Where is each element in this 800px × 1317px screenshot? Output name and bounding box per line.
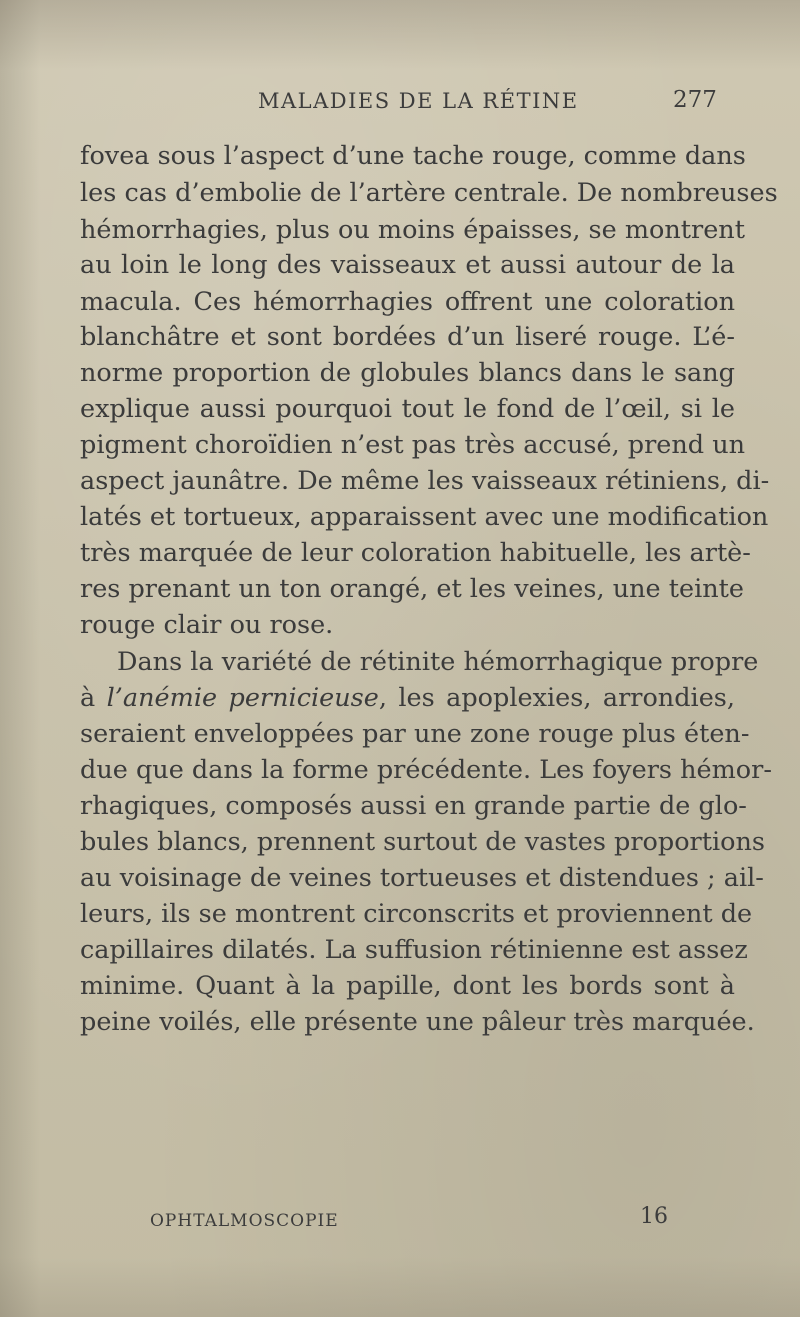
page-shadow-left — [0, 0, 40, 1317]
text-line-with-emphasis — [80, 681, 735, 715]
signature-number: 16 — [640, 1204, 668, 1229]
text-line: minime. Quant à la papille, dont les bords sont à — [80, 971, 735, 1001]
text-line: due que dans la forme précédente. Les foyers hémor- — [80, 755, 772, 785]
text-line: peine voilés, elle présente une pâleur très marquée. — [80, 1007, 755, 1037]
text-line: seraient enveloppées par une zone rouge plus éten- — [80, 719, 750, 749]
text-line: rouge clair ou rose. — [80, 610, 334, 640]
text-line: latés et tortueux, apparaissent avec une modification — [80, 502, 769, 532]
text-line: au voisinage de veines tortueuses et distendues ; ail- — [80, 863, 764, 893]
text-line: macula. Ces hémorrhagies offrent une coloration — [80, 287, 735, 317]
signature-mark: OPHTALMOSCOPIE — [150, 1211, 339, 1231]
emphasis-term: l’anémie pernicieuse — [106, 683, 379, 713]
running-head: MALADIES DE LA RÉTINE — [258, 89, 579, 113]
text-line: res prenant un ton orangé, et les veines, une teinte — [80, 574, 744, 604]
text-fragment: à — [80, 683, 107, 713]
text-line: les cas d’embolie de l’artère centrale. De nombreuses — [80, 178, 778, 208]
page-shadow-bottom — [0, 1257, 800, 1317]
text-line: rhagiques, composés aussi en grande partie de glo- — [80, 791, 747, 821]
text-line: fovea sous l’aspect d’une tache rouge, comme dans — [80, 141, 746, 171]
text-fragment: , les apoplexies, arrondies, — [378, 683, 735, 713]
page-shadow-top — [0, 0, 800, 70]
text-line: pigment choroïdien n’est pas très accusé, prend un — [80, 430, 746, 460]
text-line: norme proportion de globules blancs dans le sang — [80, 358, 735, 388]
text-line: très marquée de leur coloration habituelle, les artè- — [80, 538, 751, 568]
text-line: Dans la variété de rétinite hémorrhagique propre — [117, 647, 759, 677]
text-line: explique aussi pourquoi tout le fond de l’œil, si le — [80, 394, 735, 424]
text-line: aspect jaunâtre. De même les vaisseaux rétiniens, di- — [80, 466, 770, 496]
text-line: blanchâtre et sont bordées d’un liseré rouge. L’é- — [80, 322, 735, 352]
text-line: leurs, ils se montrent circonscrits et proviennent de — [80, 899, 753, 929]
text-line: au loin le long des vaisseaux et aussi autour de la — [80, 250, 735, 280]
text-line: capillaires dilatés. La suffusion rétinienne est assez — [80, 935, 748, 965]
text-line: hémorrhagies, plus ou moins épaisses, se montrent — [80, 215, 745, 245]
text-line: bules blancs, prennent surtout de vastes proportions — [80, 827, 766, 857]
page-number: 277 — [673, 87, 717, 113]
